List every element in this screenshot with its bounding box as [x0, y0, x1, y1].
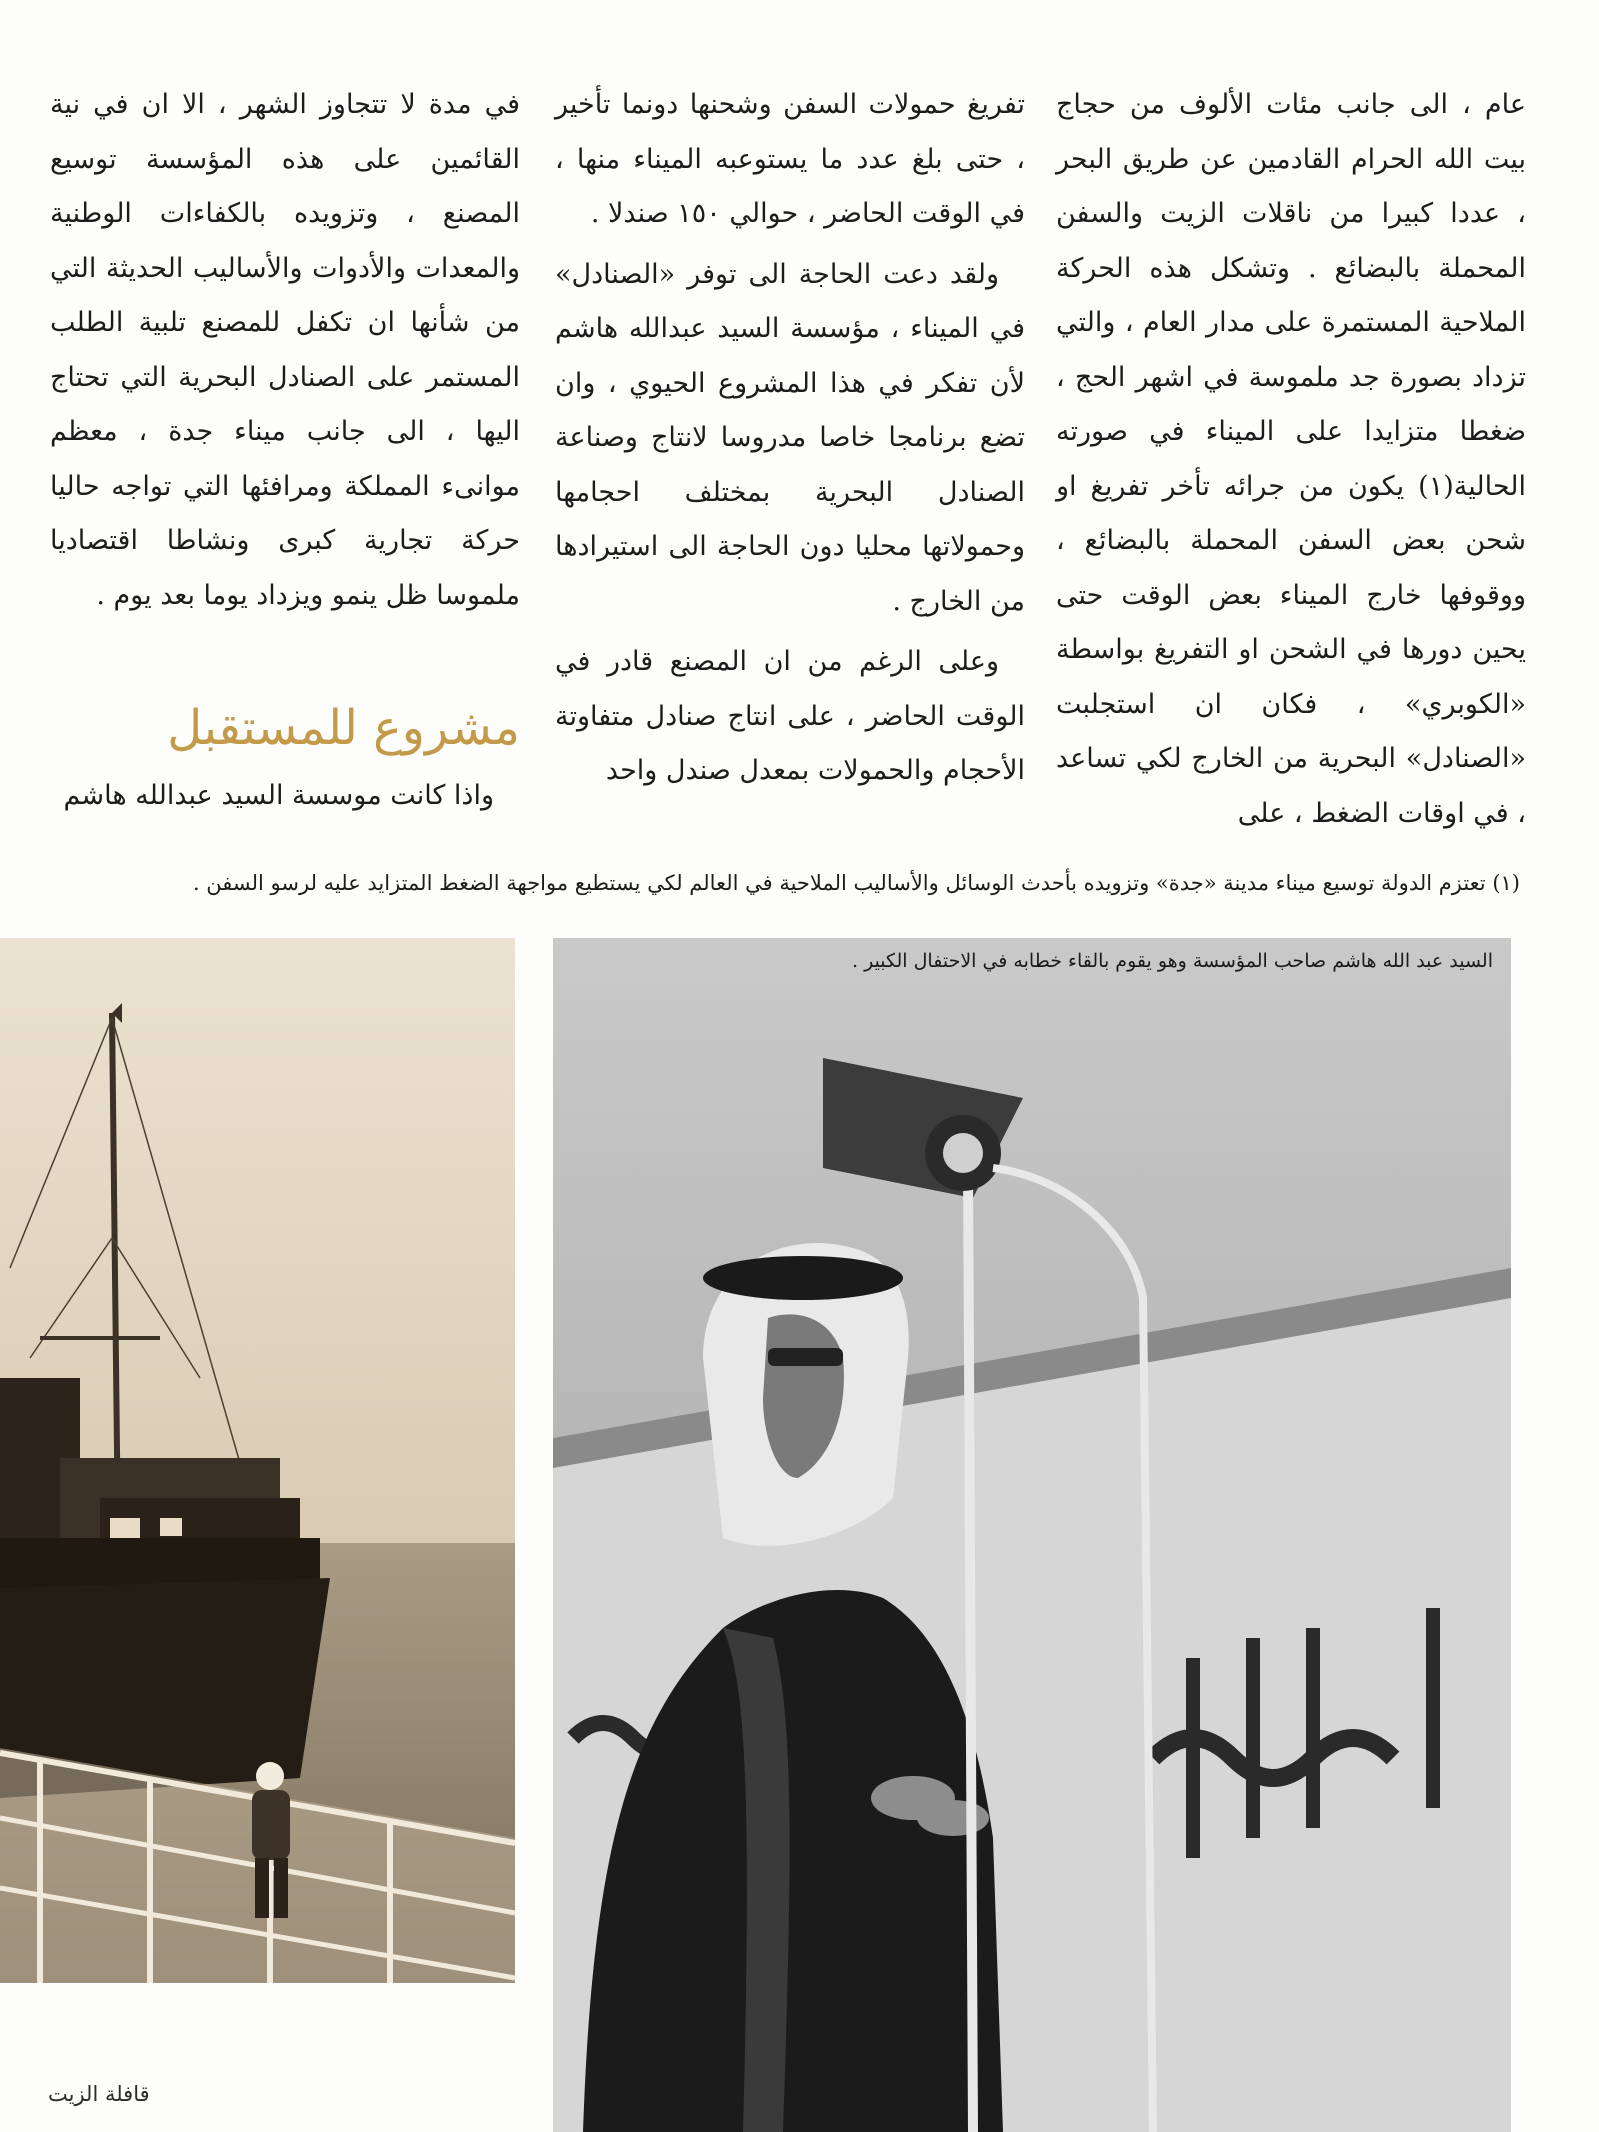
paragraph: في مدة لا تتجاوز الشهر ، الا ان في نية القائمين على هذه المؤسسة توسيع المصنع ، وتزويده بالكفاءات الوطنية والمعدات والأدوات والأساليب الحديثة التي من شأنها ان تكفل للمصنع تلبية الطلب المستمر على الصنادل البحرية التي تحتاج اليها ، الى جانب ميناء جدة ، معظم موانىء المملكة ومرافئها التي تواجه حاليا حركة تجارية كبرى ونشاطا اقتصاديا ملموسا ظل ينمو ويزداد يوما بعد يوم .: [50, 89, 520, 611]
paragraph: ولقد دعت الحاجة الى توفر «الصنادل» في الميناء ، مؤسسة السيد عبدالله هاشم لأن تفكر في هذا المشروع الحيوي ، وان تضع برنامجا خاصا مدروسا لانتاج وصناعة الصنادل البحرية بمختلف احجامها وحمولاتها محليا دون الحاجة الى استيرادها من الخارج .: [555, 258, 1025, 617]
ship-photo: [0, 938, 515, 1983]
photo-caption: السيد عبد الله هاشم صاحب المؤسسة وهو يقوم بالقاء خطابه في الاحتفال الكبير .: [852, 950, 1493, 972]
text-column-left: [50, 78, 520, 830]
speaker-illustration: [553, 938, 1511, 2132]
paragraph: واذا كانت موسسة السيد عبدالله هاشم: [63, 780, 494, 811]
paragraph: عام ، الى جانب مئات الألوف من حجاج بيت الله الحرام القادمين عن طريق البحر ، عددا كبيرا من ناقلات الزيت والسفن المحملة بالبضائع . وتشكل هذه الحركة الملاحية المستمرة على مدار العام ، والتي تزداد بصورة جد ملموسة في اشهر الحج ، ضغطا متزايدا على الميناء في صورته الحالية(١) يكون من جرائه تأخر تفريغ او شحن بعض السفن المحملة بالبضائع ، ووقوفها خارج الميناء بعض الوقت حتى يحين دورها في الشحن او التفريغ بواسطة «الكوبري» ، فكان ان استجلبت «الصنادل» البحرية من الخارج لكي تساعد ، في اوقات الضغط ، على: [1056, 89, 1526, 829]
magazine-name: قافلة الزيت: [48, 2082, 150, 2106]
paragraph: وعلى الرغم من ان المصنع قادر في الوقت الحاضر ، على انتاج صنادل متفاوتة الأحجام والحمولات بمعدل صندل واحد: [555, 646, 1025, 786]
ship-illustration: [0, 938, 515, 1983]
section-subheading: مشروع للمستقبل: [167, 700, 520, 756]
footnote: (١) تعتزم الدولة توسيع ميناء مدينة «جدة» وتزويده بأحدث الوسائل والأساليب الملاحية في العالم لكي يستطيع مواجهة الضغط المتزايد عليه لرسو السفن .: [192, 871, 1520, 895]
text-column-right: [1056, 78, 1526, 847]
speaker-photo: [553, 938, 1511, 2132]
text-column-middle: [555, 78, 1025, 805]
paragraph: تفريغ حمولات السفن وشحنها دونما تأخير ، حتى بلغ عدد ما يستوعبه الميناء منها ، في الوقت الحاضر ، حوالي ١٥٠ صندلا .: [555, 89, 1025, 229]
